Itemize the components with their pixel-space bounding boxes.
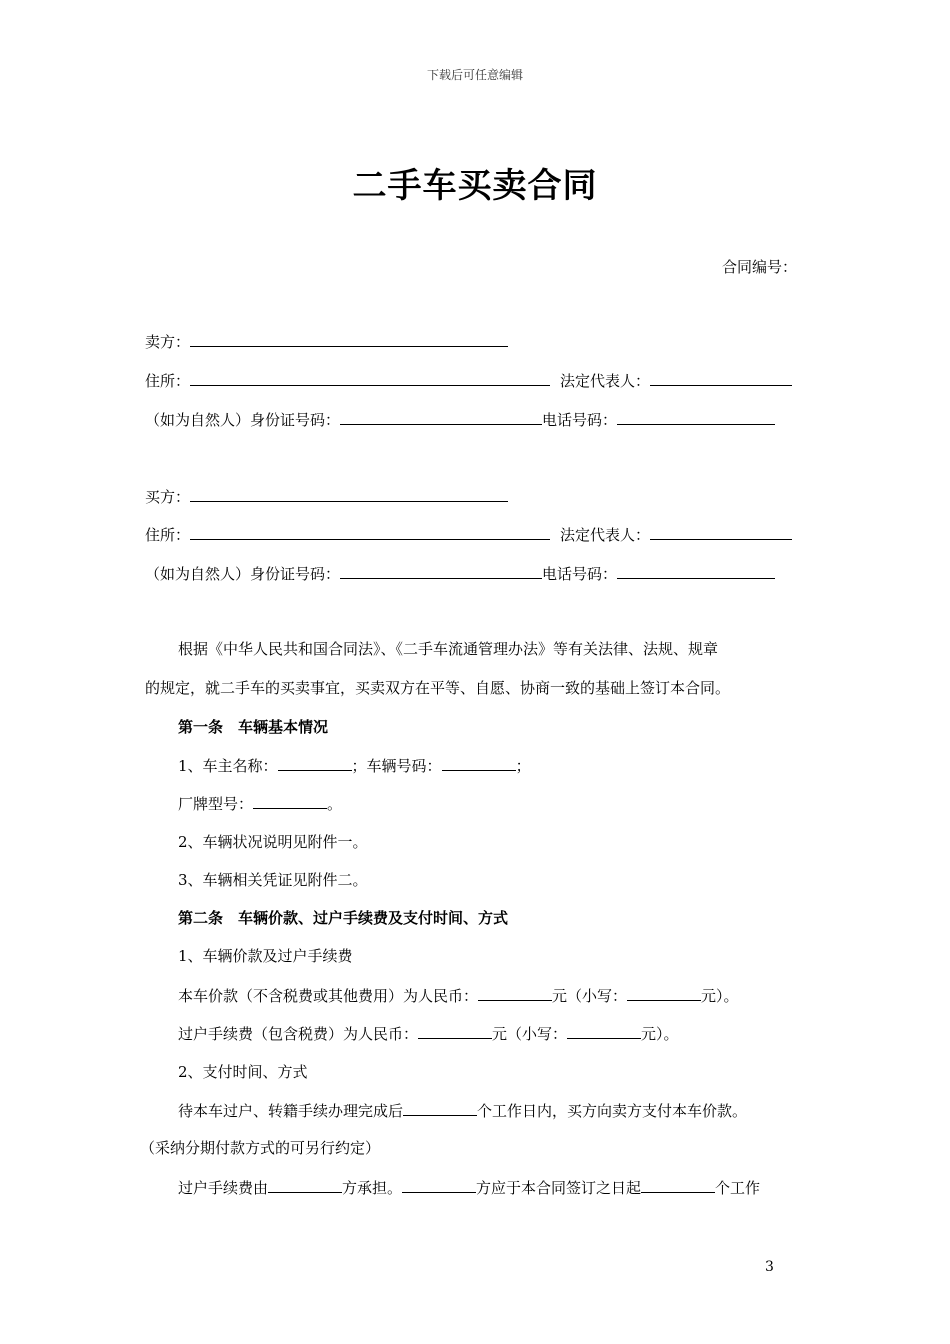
- fee-bearer-text-a: 过户手续费由: [178, 1179, 269, 1197]
- fee-bearer-text-b: 方承担。: [342, 1179, 403, 1197]
- installment-note: （采纳分期付款方式的可另行约定）: [140, 1139, 381, 1157]
- payment-text-b: 个工作日内，买方向卖方支付本车价款。: [477, 1102, 748, 1120]
- fee-payer-blank: [402, 1176, 476, 1193]
- plate-number-label: ；车辆号码：: [351, 757, 442, 775]
- buyer-name-row: [145, 485, 508, 507]
- fee-row: [178, 1022, 679, 1044]
- model-label: 厂牌型号：: [178, 795, 254, 813]
- buyer-address-row: [145, 523, 792, 545]
- page-number: 3: [765, 1259, 774, 1275]
- fee-lower-blank: [567, 1022, 641, 1039]
- intro-line-1: 根据《中华人民共和国合同法》、《二手车流通管理办法》等有关法律、法规、规章: [178, 640, 719, 658]
- seller-legal-rep-label: 法定代表人：: [560, 372, 651, 390]
- model-row: [178, 792, 342, 814]
- seller-address-row: [145, 369, 792, 391]
- header-note: 下载后可任意编辑: [426, 68, 523, 82]
- seller-label: 卖方：: [145, 333, 191, 351]
- buyer-address-label: 住所：: [145, 526, 191, 544]
- fee-blank: [418, 1022, 492, 1039]
- buyer-legal-rep-label: 法定代表人：: [560, 526, 651, 544]
- seller-phone-blank: [617, 408, 775, 425]
- article-2-heading: 第二条 车辆价款、过户手续费及支付时间、方式: [178, 909, 509, 927]
- buyer-phone-label: 电话号码：: [542, 565, 618, 583]
- buyer-name-blank: [190, 485, 508, 502]
- article-1-item-3: 3、车辆相关凭证见附件二。: [178, 871, 368, 889]
- document-title: 二手车买卖合同: [352, 166, 598, 206]
- price-label: 本车价款（不含税费或其他费用）为人民币：: [178, 987, 479, 1005]
- payment-row: [178, 1099, 747, 1121]
- seller-name-blank: [190, 330, 508, 347]
- payment-text-a: 待本车过户、转籍手续办理完成后: [178, 1102, 404, 1120]
- seller-id-label: （如为自然人）身份证号码：: [145, 411, 341, 429]
- article-1-item-1: [178, 754, 531, 776]
- buyer-address-blank: [190, 523, 550, 540]
- article-1-heading: 第一条 车辆基本情况: [178, 718, 329, 736]
- fee-bearer-text-c: 方应于本合同签订之日起: [476, 1179, 642, 1197]
- buyer-id-blank: [340, 562, 542, 579]
- model-end: 。: [327, 795, 343, 813]
- price-end: 元）。: [701, 987, 739, 1005]
- buyer-id-row: [145, 562, 775, 584]
- seller-legal-rep-blank: [650, 369, 792, 386]
- fee-bearer-blank: [268, 1176, 342, 1193]
- article-2-sub-1: 1、车辆价款及过户手续费: [178, 947, 353, 965]
- intro-line-2: 的规定，就二手车的买卖事宜，买卖双方在平等、自愿、协商一致的基础上签订本合同。: [145, 679, 731, 697]
- model-blank: [253, 792, 327, 809]
- buyer-id-label: （如为自然人）身份证号码：: [145, 565, 341, 583]
- seller-phone-label: 电话号码：: [542, 411, 618, 429]
- contract-number-label: 合同编号：: [722, 258, 798, 276]
- buyer-phone-blank: [617, 562, 775, 579]
- owner-name-blank: [278, 754, 352, 771]
- fee-bearer-text-d: 个工作: [715, 1179, 761, 1197]
- seller-address-label: 住所：: [145, 372, 191, 390]
- price-row: [178, 984, 739, 1006]
- fee-label: 过户手续费（包含税费）为人民币：: [178, 1025, 419, 1043]
- fee-bearer-row: [178, 1176, 760, 1198]
- price-lower-label: 元（小写：: [552, 987, 628, 1005]
- payment-days-blank: [403, 1099, 477, 1116]
- seller-id-row: [145, 408, 775, 430]
- price-blank: [478, 984, 552, 1001]
- seller-id-blank: [340, 408, 542, 425]
- fee-end: 元）。: [641, 1025, 679, 1043]
- item-1-end: ；: [515, 757, 531, 775]
- buyer-legal-rep-blank: [650, 523, 792, 540]
- fee-days-blank: [641, 1176, 715, 1193]
- price-lower-blank: [627, 984, 701, 1001]
- article-2-sub-2: 2、支付时间、方式: [178, 1063, 308, 1081]
- plate-number-blank: [442, 754, 516, 771]
- buyer-label: 买方：: [145, 488, 191, 506]
- seller-address-blank: [190, 369, 550, 386]
- seller-name-row: [145, 330, 508, 352]
- fee-lower-label: 元（小写：: [492, 1025, 568, 1043]
- owner-name-label: 1、车主名称：: [178, 757, 278, 775]
- article-1-item-2: 2、车辆状况说明见附件一。: [178, 833, 368, 851]
